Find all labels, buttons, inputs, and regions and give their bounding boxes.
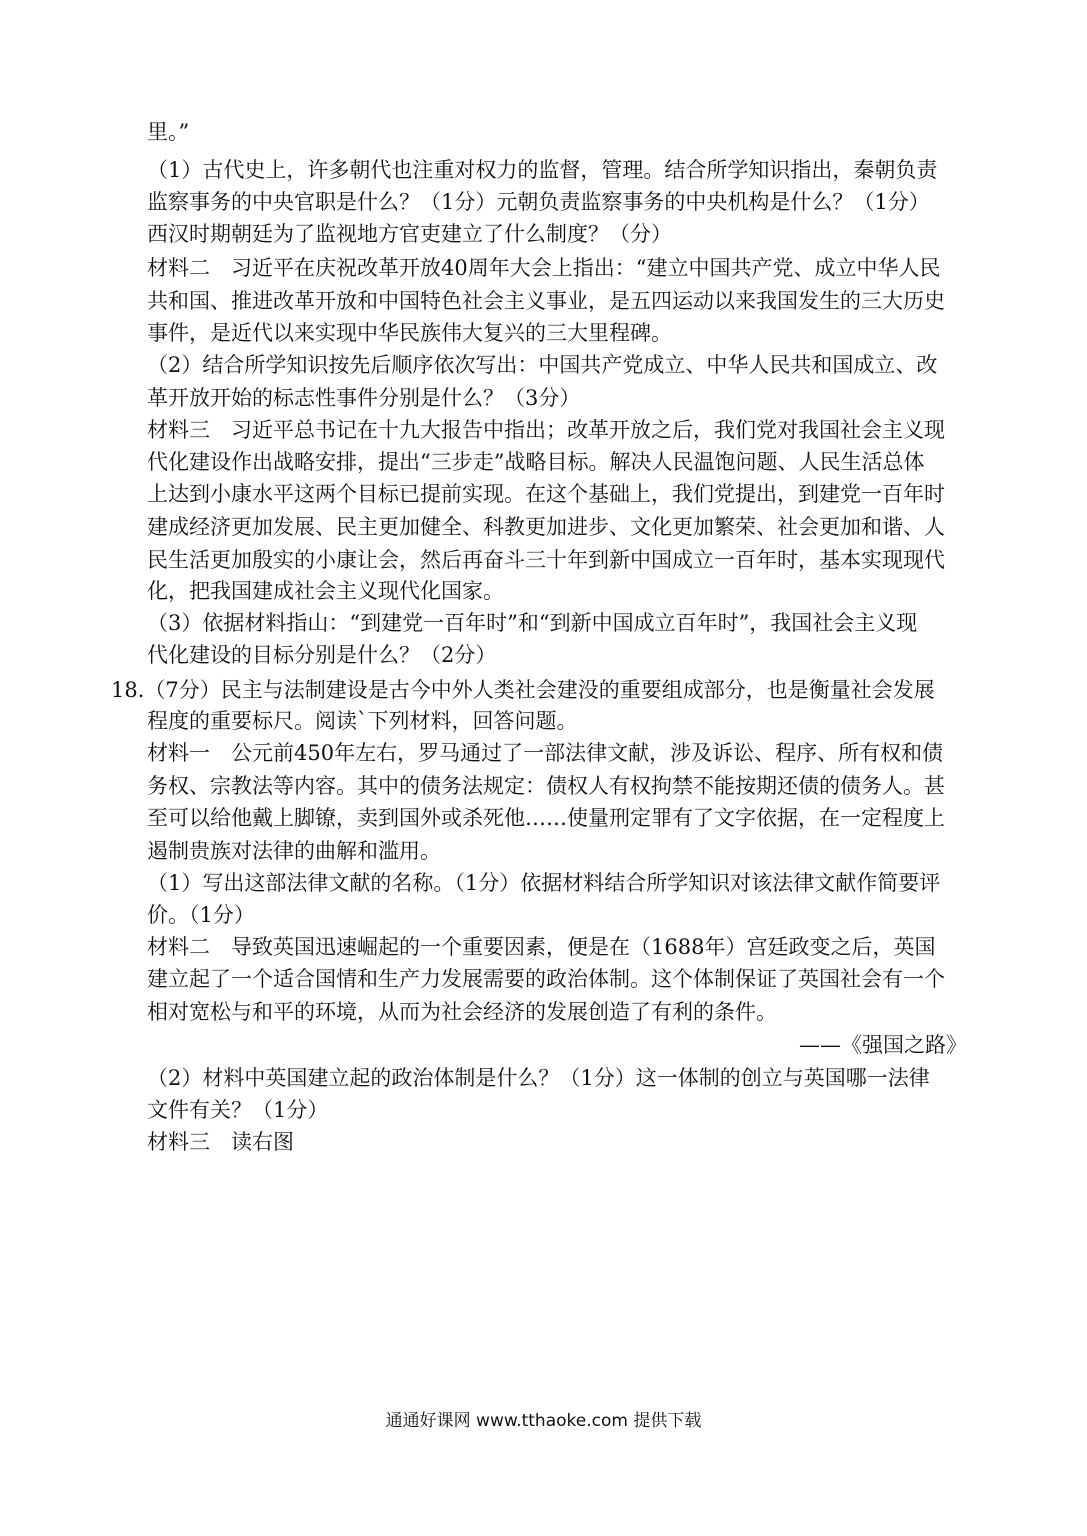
text-line: 民生活更加殷实的小康让会，然后再奋斗三十年到新中国成立一百年时，基本实现现代 <box>147 548 945 572</box>
text-line: 代化建设的目标分别是什么？（2分） <box>147 643 497 667</box>
text-line: 相对宽松与和平的环境，从而为社会经济的发展创造了有利的条件。 <box>147 1000 777 1024</box>
source-attribution: ——《强国之路》 <box>799 1033 967 1057</box>
text-line: 文件有关？（1分） <box>147 1098 329 1122</box>
text-line: 代化建设作出战略安排，提出“三步走”战略目标。解决人民温饱问题、人民生活总体 <box>147 450 925 474</box>
text-line: 建立起了一个适合国情和生产力发展需要的政治体制。这个体制保证了英国社会有一个 <box>147 967 945 991</box>
material-2-line: 材料二 导致英国迅速崛起的一个重要因素，便是在（1688年）宫廷政变之后，英国 <box>147 935 936 959</box>
question-1-line: （1）古代史上，许多朝代也注重对权力的监督，管理。结合所学知识指出，秦朝负责 <box>147 158 938 182</box>
text-line: 遏制贵族对法律的曲解和滥用。 <box>147 839 441 863</box>
material-1-line: 材料一 公元前450年左右，罗马通过了一部法律文献，涉及诉讼、程序、所有权和债 <box>147 741 944 765</box>
text-line: 程度的重要标尺。阅读`下列材料，回答问题。 <box>147 709 578 733</box>
question-18-1-line: （1）写出这部法律文献的名称。（1分）依据材料结合所学知识对该法律文献作简要评 <box>147 871 941 895</box>
material-2-line: 材料二 习近平在庆祝改革开放40周年大会上指出：“建立中国共产党、成立中华人民 <box>147 256 941 280</box>
text-line: 共和国、推进改革开放和中国特色社会主义事业，是五四运动以来我国发生的三大历史 <box>147 289 945 313</box>
text-line: 化，把我国建成社会主义现代化国家。 <box>147 579 504 603</box>
text-line: 事件，是近代以来实现中华民族伟大复兴的三大里程碑。 <box>147 321 672 345</box>
text-line: 至可以给他戴上脚镣，卖到国外或杀死他……使量刑定罪有了文字依据，在一定程度上 <box>147 806 945 830</box>
text-line: 上达到小康水平这两个目标已提前实现。在这个基础上，我们党提出，到建党一百年时 <box>147 482 945 506</box>
text-line: 革开放开始的标志性事件分别是什么？（3分） <box>147 386 581 410</box>
question-18-2-line: （2）材料中英国建立起的政治体制是什么？（1分）这一体制的创立与英国哪一法律 <box>147 1066 930 1090</box>
text-line: 里。” <box>147 120 190 144</box>
material-3-line: 材料三 读右图 <box>147 1130 294 1154</box>
question-2-line: （2）结合所学知识按先后顺序依次写出：中国共产党成立、中华人民共和国成立、改 <box>147 353 938 377</box>
question-3-line: （3）依据材料指山：“到建党一百年时”和“到新中国成立百年时”，我国社会主义现 <box>147 611 918 635</box>
question-18-line: 18.（7分）民主与法制建设是古今中外人类社会建没的重要组成部分，也是衡量社会发展 <box>111 678 935 702</box>
text-line: 建成经济更加发展、民主更加健全、科教更加进步、文化更加繁荣、社会更加和谐、人 <box>147 515 945 539</box>
text-line: 西汉时期朝廷为了监视地方官吏建立了什么制度？（分） <box>147 222 672 246</box>
text-line: 务权、宗教法等内容。其中的债务法规定：债权人有权拘禁不能按期还债的债务人。甚 <box>147 774 945 798</box>
material-3-line: 材料三 习近平总书记在十九大报告中指出；改革开放之后，我们党对我国社会主义现 <box>147 418 945 442</box>
page-footer: 通通好课网 www.tthaoke.com 提供下载 <box>385 1411 702 1431</box>
text-line: 价。（1分） <box>147 903 255 927</box>
text-line: 监察事务的中央官职是什么？（1分）元朝负责监察事务的中央机构是什么？（1分） <box>147 190 930 214</box>
